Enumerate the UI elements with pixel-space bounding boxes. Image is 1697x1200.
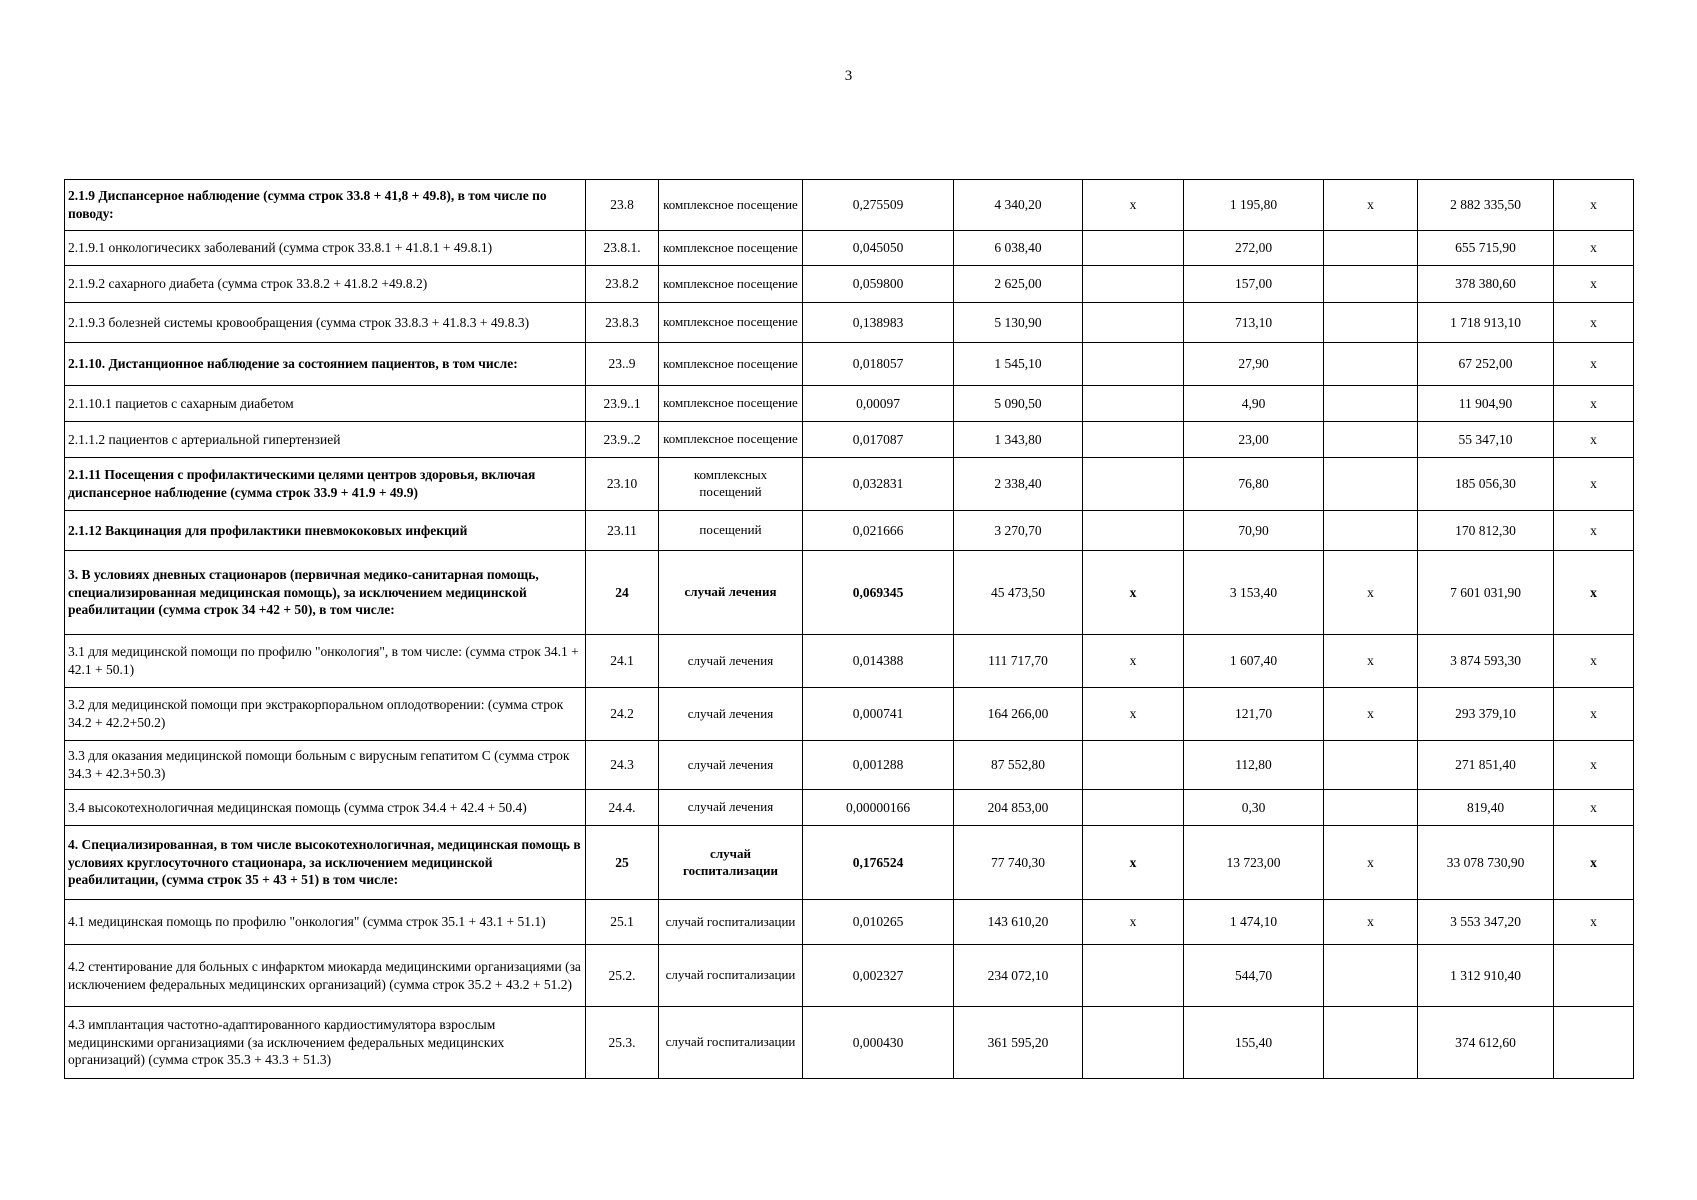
- cell-total-cost: 1 312 910,40: [1418, 945, 1554, 1007]
- cell-col-x-3: х: [1554, 511, 1634, 551]
- cell-norm-cost: 1 343,80: [954, 422, 1083, 458]
- cell-per-capita: 272,00: [1184, 231, 1324, 266]
- cell-unit: комплексное посещение: [659, 386, 803, 422]
- cell-row-code: 25: [586, 826, 659, 900]
- cell-per-capita: 1 607,40: [1184, 635, 1324, 688]
- cell-col-x-2: [1324, 386, 1418, 422]
- cell-row-label: 3. В условиях дневных стационаров (первичная медико-санитарная помощь, специализированная медицинская помощь), за исключением медицинской реабилитации (сумма строк 34 +42 + 50), в том числе:: [65, 551, 586, 635]
- cell-norm-volume: 0,176524: [803, 826, 954, 900]
- cell-col-x-3: х: [1554, 422, 1634, 458]
- cell-unit: случай лечения: [659, 741, 803, 790]
- page-number: 3: [844, 68, 853, 84]
- cell-row-code: 23.9..1: [586, 386, 659, 422]
- cell-unit: случай госпитализации: [659, 945, 803, 1007]
- cell-col-x-2: х: [1324, 900, 1418, 945]
- cell-col-x-2: х: [1324, 826, 1418, 900]
- cell-norm-volume: 0,017087: [803, 422, 954, 458]
- cell-col-x-2: [1324, 266, 1418, 303]
- cell-row-label: 2.1.1.2 пациентов с артериальной гипертензией: [65, 422, 586, 458]
- cell-col-x-1: х: [1083, 688, 1184, 741]
- cell-col-x-3: х: [1554, 458, 1634, 511]
- cell-unit: случай лечения: [659, 551, 803, 635]
- table-row: [65, 231, 1634, 266]
- cell-row-code: 24.2: [586, 688, 659, 741]
- cell-unit: комплексное посещение: [659, 231, 803, 266]
- cell-per-capita: 0,30: [1184, 790, 1324, 826]
- cell-norm-cost: 111 717,70: [954, 635, 1083, 688]
- cell-norm-cost: 164 266,00: [954, 688, 1083, 741]
- cell-total-cost: 2 882 335,50: [1418, 180, 1554, 231]
- cell-unit: комплексное посещение: [659, 266, 803, 303]
- cell-col-x-3: х: [1554, 635, 1634, 688]
- cell-unit: случай лечения: [659, 635, 803, 688]
- cell-col-x-2: [1324, 422, 1418, 458]
- cell-row-code: 23.8.1.: [586, 231, 659, 266]
- cell-norm-cost: 2 338,40: [954, 458, 1083, 511]
- table-row: [65, 741, 1634, 790]
- cell-row-code: 24.1: [586, 635, 659, 688]
- cell-row-code: 24.4.: [586, 790, 659, 826]
- cell-total-cost: 55 347,10: [1418, 422, 1554, 458]
- cell-norm-volume: 0,014388: [803, 635, 954, 688]
- cell-total-cost: 67 252,00: [1418, 343, 1554, 386]
- cell-unit: случай госпитализации: [659, 826, 803, 900]
- cell-col-x-3: х: [1554, 386, 1634, 422]
- cell-col-x-2: х: [1324, 688, 1418, 741]
- cell-row-code: 25.1: [586, 900, 659, 945]
- table-row: [65, 303, 1634, 343]
- cell-norm-volume: 0,000430: [803, 1007, 954, 1079]
- cell-unit: случай лечения: [659, 790, 803, 826]
- table-row: [65, 826, 1634, 900]
- cell-col-x-2: [1324, 741, 1418, 790]
- cell-per-capita: 112,80: [1184, 741, 1324, 790]
- cell-col-x-1: [1083, 511, 1184, 551]
- cell-total-cost: 1 718 913,10: [1418, 303, 1554, 343]
- cell-total-cost: 185 056,30: [1418, 458, 1554, 511]
- cell-norm-cost: 5 130,90: [954, 303, 1083, 343]
- cell-col-x-2: [1324, 231, 1418, 266]
- cell-norm-cost: 6 038,40: [954, 231, 1083, 266]
- data-table: [64, 179, 1634, 1079]
- cell-col-x-1: [1083, 458, 1184, 511]
- cell-col-x-3: х: [1554, 266, 1634, 303]
- cell-norm-cost: 87 552,80: [954, 741, 1083, 790]
- cell-total-cost: 293 379,10: [1418, 688, 1554, 741]
- cell-row-code: 23.11: [586, 511, 659, 551]
- cell-norm-volume: 0,001288: [803, 741, 954, 790]
- cell-per-capita: 713,10: [1184, 303, 1324, 343]
- cell-total-cost: 655 715,90: [1418, 231, 1554, 266]
- table-body: [65, 180, 1634, 1079]
- cell-col-x-1: [1083, 422, 1184, 458]
- cell-col-x-1: [1083, 945, 1184, 1007]
- cell-row-label: 3.1 для медицинской помощи по профилю "онкология", в том числе: (сумма строк 34.1 + 42.1 + 50.1): [65, 635, 586, 688]
- table-row: [65, 422, 1634, 458]
- cell-row-code: 23..9: [586, 343, 659, 386]
- cell-col-x-1: х: [1083, 826, 1184, 900]
- cell-per-capita: 76,80: [1184, 458, 1324, 511]
- cell-col-x-3: х: [1554, 343, 1634, 386]
- table-row: [65, 180, 1634, 231]
- cell-col-x-1: [1083, 386, 1184, 422]
- cell-row-label: 4.1 медицинская помощь по профилю "онкология" (сумма строк 35.1 + 43.1 + 51.1): [65, 900, 586, 945]
- cell-per-capita: 121,70: [1184, 688, 1324, 741]
- cell-row-code: 23.8.3: [586, 303, 659, 343]
- cell-row-code: 23.9..2: [586, 422, 659, 458]
- cell-unit: комплексных посещений: [659, 458, 803, 511]
- cell-total-cost: 378 380,60: [1418, 266, 1554, 303]
- cell-total-cost: 7 601 031,90: [1418, 551, 1554, 635]
- cell-total-cost: 33 078 730,90: [1418, 826, 1554, 900]
- cell-unit: случай госпитализации: [659, 1007, 803, 1079]
- cell-norm-cost: 45 473,50: [954, 551, 1083, 635]
- cell-col-x-3: х: [1554, 900, 1634, 945]
- cell-row-label: 2.1.11 Посещения с профилактическими целями центров здоровья, включая диспансерное наблюдение (сумма строк 33.9 + 41.9 + 49.9): [65, 458, 586, 511]
- cell-norm-cost: 1 545,10: [954, 343, 1083, 386]
- cell-unit: комплексное посещение: [659, 303, 803, 343]
- cell-row-label: 2.1.9 Диспансерное наблюдение (сумма строк 33.8 + 41,8 + 49.8), в том числе по поводу:: [65, 180, 586, 231]
- cell-per-capita: 157,00: [1184, 266, 1324, 303]
- cell-norm-volume: 0,069345: [803, 551, 954, 635]
- cell-row-label: 4. Специализированная, в том числе высокотехнологичная, медицинская помощь в условиях круглосуточного стационара, за исключением медицинской реабилитации, (сумма строк 35 + 43 + 51) в том числе:: [65, 826, 586, 900]
- cell-col-x-3: х: [1554, 741, 1634, 790]
- cell-row-label: 2.1.10.1 пациетов с сахарным диабетом: [65, 386, 586, 422]
- cell-col-x-1: [1083, 741, 1184, 790]
- cell-total-cost: 819,40: [1418, 790, 1554, 826]
- table-row: [65, 790, 1634, 826]
- cell-col-x-2: [1324, 303, 1418, 343]
- cell-unit: случай госпитализации: [659, 900, 803, 945]
- cell-col-x-2: [1324, 945, 1418, 1007]
- cell-row-label: 4.2 стентирование для больных с инфарктом миокарда медицинскими организациями (за исключением федеральных медицинских организаций) (сумма строк 35.2 + 43.2 + 51.2): [65, 945, 586, 1007]
- cell-col-x-1: х: [1083, 551, 1184, 635]
- table-row: [65, 266, 1634, 303]
- cell-norm-volume: 0,018057: [803, 343, 954, 386]
- cell-unit: комплексное посещение: [659, 343, 803, 386]
- cell-row-code: 23.10: [586, 458, 659, 511]
- cell-unit: комплексное посещение: [659, 422, 803, 458]
- cell-col-x-1: [1083, 343, 1184, 386]
- cell-row-code: 23.8: [586, 180, 659, 231]
- cell-row-label: 2.1.10. Дистанционное наблюдение за состоянием пациентов, в том числе:: [65, 343, 586, 386]
- cell-col-x-3: х: [1554, 180, 1634, 231]
- table-row: [65, 1007, 1634, 1079]
- table-row: [65, 511, 1634, 551]
- cell-per-capita: 13 723,00: [1184, 826, 1324, 900]
- cell-col-x-2: [1324, 511, 1418, 551]
- cell-row-code: 24.3: [586, 741, 659, 790]
- cell-unit: случай лечения: [659, 688, 803, 741]
- cell-norm-volume: 0,000741: [803, 688, 954, 741]
- cell-row-label: 2.1.9.1 онкологичесикх заболеваний (сумма строк 33.8.1 + 41.8.1 + 49.8.1): [65, 231, 586, 266]
- cell-per-capita: 155,40: [1184, 1007, 1324, 1079]
- table-row: [65, 635, 1634, 688]
- cell-col-x-1: х: [1083, 635, 1184, 688]
- cell-col-x-2: [1324, 790, 1418, 826]
- table-row: [65, 458, 1634, 511]
- cell-col-x-3: х: [1554, 826, 1634, 900]
- table-row: [65, 945, 1634, 1007]
- cell-per-capita: 4,90: [1184, 386, 1324, 422]
- cell-unit: комплексное посещение: [659, 180, 803, 231]
- cell-norm-volume: 0,138983: [803, 303, 954, 343]
- cell-norm-volume: 0,00097: [803, 386, 954, 422]
- cell-norm-volume: 0,00000166: [803, 790, 954, 826]
- cell-norm-volume: 0,032831: [803, 458, 954, 511]
- cell-row-code: 25.2.: [586, 945, 659, 1007]
- cell-norm-cost: 204 853,00: [954, 790, 1083, 826]
- cell-col-x-2: х: [1324, 180, 1418, 231]
- cell-col-x-2: х: [1324, 551, 1418, 635]
- cell-total-cost: 11 904,90: [1418, 386, 1554, 422]
- cell-col-x-3: х: [1554, 303, 1634, 343]
- cell-col-x-1: [1083, 1007, 1184, 1079]
- cell-norm-volume: 0,275509: [803, 180, 954, 231]
- cell-row-code: 24: [586, 551, 659, 635]
- cell-col-x-2: х: [1324, 635, 1418, 688]
- cell-total-cost: 3 874 593,30: [1418, 635, 1554, 688]
- cell-row-label: 2.1.9.2 сахарного диабета (сумма строк 33.8.2 + 41.8.2 +49.8.2): [65, 266, 586, 303]
- table-row: [65, 343, 1634, 386]
- cell-total-cost: 3 553 347,20: [1418, 900, 1554, 945]
- cell-norm-cost: 4 340,20: [954, 180, 1083, 231]
- cell-row-code: 25.3.: [586, 1007, 659, 1079]
- cell-col-x-1: х: [1083, 180, 1184, 231]
- cell-col-x-1: х: [1083, 900, 1184, 945]
- cell-row-label: 3.2 для медицинской помощи при экстракорпоральном оплодотворении: (сумма строк 34.2 + 42.2+50.2): [65, 688, 586, 741]
- cell-row-label: 2.1.9.3 болезней системы кровообращения (сумма строк 33.8.3 + 41.8.3 + 49.8.3): [65, 303, 586, 343]
- table-row: [65, 551, 1634, 635]
- cell-row-code: 23.8.2: [586, 266, 659, 303]
- cell-norm-cost: 361 595,20: [954, 1007, 1083, 1079]
- cell-norm-volume: 0,021666: [803, 511, 954, 551]
- cell-norm-volume: 0,045050: [803, 231, 954, 266]
- table-row: [65, 386, 1634, 422]
- cell-per-capita: 27,90: [1184, 343, 1324, 386]
- cell-norm-volume: 0,059800: [803, 266, 954, 303]
- cell-total-cost: 271 851,40: [1418, 741, 1554, 790]
- cell-col-x-2: [1324, 343, 1418, 386]
- cell-norm-cost: 77 740,30: [954, 826, 1083, 900]
- cell-norm-cost: 3 270,70: [954, 511, 1083, 551]
- cell-col-x-3: х: [1554, 790, 1634, 826]
- cell-norm-cost: 5 090,50: [954, 386, 1083, 422]
- cell-row-label: 2.1.12 Вакцинация для профилактики пневмококовых инфекций: [65, 511, 586, 551]
- cell-col-x-3: [1554, 945, 1634, 1007]
- cell-row-label: 3.3 для оказания медицинской помощи больным с вирусным гепатитом С (сумма строк 34.3 + 42.3+50.3): [65, 741, 586, 790]
- cell-row-label: 3.4 высокотехнологичная медицинская помощь (сумма строк 34.4 + 42.4 + 50.4): [65, 790, 586, 826]
- cell-per-capita: 70,90: [1184, 511, 1324, 551]
- cell-total-cost: 170 812,30: [1418, 511, 1554, 551]
- cell-col-x-3: х: [1554, 688, 1634, 741]
- cell-per-capita: 544,70: [1184, 945, 1324, 1007]
- cell-norm-cost: 143 610,20: [954, 900, 1083, 945]
- cell-col-x-1: [1083, 303, 1184, 343]
- cell-unit: посещений: [659, 511, 803, 551]
- cell-norm-cost: 2 625,00: [954, 266, 1083, 303]
- cell-per-capita: 1 195,80: [1184, 180, 1324, 231]
- cell-norm-cost: 234 072,10: [954, 945, 1083, 1007]
- cell-col-x-1: [1083, 790, 1184, 826]
- cell-col-x-3: [1554, 1007, 1634, 1079]
- table-row: [65, 688, 1634, 741]
- table-row: [65, 900, 1634, 945]
- cell-norm-volume: 0,002327: [803, 945, 954, 1007]
- cell-per-capita: 23,00: [1184, 422, 1324, 458]
- cell-per-capita: 1 474,10: [1184, 900, 1324, 945]
- cell-norm-volume: 0,010265: [803, 900, 954, 945]
- cell-col-x-2: [1324, 458, 1418, 511]
- cell-col-x-1: [1083, 266, 1184, 303]
- cell-total-cost: 374 612,60: [1418, 1007, 1554, 1079]
- cell-row-label: 4.3 имплантация частотно-адаптированного кардиостимулятора взрослым медицинскими организациями (за исключением федеральных медицинских организаций) (сумма строк 35.3 + 43.3 + 51.3): [65, 1007, 586, 1079]
- cell-col-x-1: [1083, 231, 1184, 266]
- cell-col-x-3: х: [1554, 551, 1634, 635]
- cell-col-x-3: х: [1554, 231, 1634, 266]
- cell-per-capita: 3 153,40: [1184, 551, 1324, 635]
- cell-col-x-2: [1324, 1007, 1418, 1079]
